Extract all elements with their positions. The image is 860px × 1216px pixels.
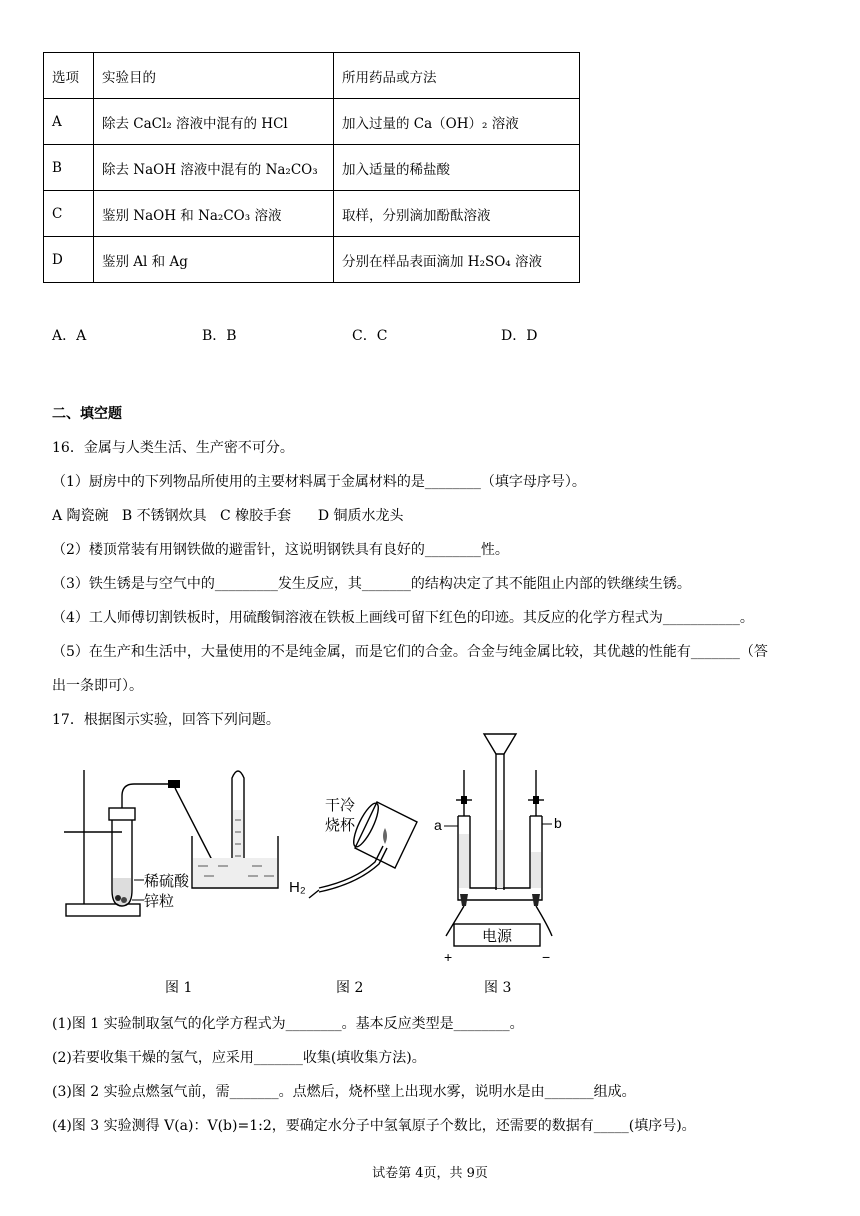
figure-1-caption: 图 1 (165, 980, 193, 996)
table-cell: 除去 NaOH 溶液中混有的 Na₂CO₃ (94, 145, 334, 191)
label-h2: H₂ (289, 879, 306, 896)
label-tube-a: a (434, 817, 442, 833)
q16-part-2: （2）楼顶常装有用钢铁做的避雷针，这说明钢铁具有良好的________性。 (52, 542, 509, 558)
table-header-row (44, 53, 580, 99)
label-dilute-sulfuric-acid: 稀硫酸 (144, 873, 190, 890)
table-cell: B (44, 145, 94, 191)
label-beaker: 烧杯 (325, 817, 356, 834)
option-a: A．A (52, 328, 87, 344)
question-15-table (43, 52, 580, 283)
table-header-cell: 选项 (44, 53, 94, 99)
answer-options (52, 325, 652, 345)
q16-part-5: （5）在生产和生活中，大量使用的不是纯金属，而是它们的合金。合金与纯金属比较，其优越的性能有_______（答 (52, 644, 768, 660)
table-header-cell: 实验目的 (94, 53, 334, 99)
label-dry-cold: 干冷 (325, 797, 356, 814)
table-cell: C (44, 191, 94, 237)
q16-part-1-choices: A 陶瓷碗 B 不锈钢炊具 C 橡胶手套 D 铜质水龙头 (52, 508, 404, 524)
q16-part-1: （1）厨房中的下列物品所使用的主要材料属于金属材料的是________（填字母序号）。 (52, 474, 586, 490)
section-heading: 二、填空题 (52, 406, 122, 422)
figure-1-hydrogen-generation (52, 740, 302, 940)
option-b: B．B (202, 328, 237, 344)
table-cell: 鉴别 NaOH 和 Na₂CO₃ 溶液 (94, 191, 334, 237)
q17-part-1: (1)图 1 实验制取氢气的化学方程式为________。基本反应类型是________。 (52, 1016, 524, 1032)
q17-part-4: (4)图 3 实验测得 V(a)：V(b)=1:2，要确定水分子中氢氧原子个数比，还需要的数据有_____(填序号)。 (52, 1118, 696, 1134)
table-cell: 取样，分别滴加酚酞溶液 (334, 191, 580, 237)
figure-2-hydrogen-combustion (285, 740, 435, 940)
label-zinc-granules: 锌粒 (144, 893, 175, 910)
table-row (44, 99, 580, 145)
label-power-supply: 电源 (482, 928, 513, 945)
figure-3-water-electrolysis (432, 730, 562, 970)
table-cell: 分别在样品表面滴加 H₂SO₄ 溶液 (334, 237, 580, 283)
table-cell: 鉴别 Al 和 Ag (94, 237, 334, 283)
q17-part-2: (2)若要收集干燥的氢气，应采用_______收集(填收集方法)。 (52, 1050, 426, 1066)
option-c: C．C (352, 328, 388, 344)
q17-stem: 17．根据图示实验，回答下列问题。 (52, 712, 280, 728)
table-row (44, 145, 580, 191)
page-footer: 试卷第 4页，共 9页 (372, 1166, 488, 1181)
table-cell: 加入适量的稀盐酸 (334, 145, 580, 191)
q16-part-5-cont: 出一条即可）。 (52, 678, 143, 694)
figure-2-caption: 图 2 (336, 980, 364, 996)
label-tube-b: b (554, 815, 562, 831)
q16-part-4: （4）工人师傅切割铁板时，用硫酸铜溶液在铁板上画线可留下红色的印迹。其反应的化学方程式为___________。 (52, 610, 754, 626)
table-header-cell: 所用药品或方法 (334, 53, 580, 99)
label-negative: − (542, 949, 551, 965)
table-cell: 加入过量的 Ca（OH）₂ 溶液 (334, 99, 580, 145)
table-cell: D (44, 237, 94, 283)
option-d: D．D (501, 328, 538, 344)
table-row (44, 237, 580, 283)
q16-part-3: （3）铁生锈是与空气中的_________发生反应，其_______的结构决定了其不能阻止内部的铁继续生锈。 (52, 576, 691, 592)
table-row (44, 191, 580, 237)
q16-stem: 16．金属与人类生活、生产密不可分。 (52, 440, 294, 456)
label-positive: + (444, 949, 453, 965)
table-cell: A (44, 99, 94, 145)
figure-3-caption: 图 3 (484, 980, 512, 996)
q17-part-3: (3)图 2 实验点燃氢气前，需_______。点燃后，烧杯壁上出现水雾，说明水是由_______组成。 (52, 1084, 636, 1100)
table-cell: 除去 CaCl₂ 溶液中混有的 HCl (94, 99, 334, 145)
